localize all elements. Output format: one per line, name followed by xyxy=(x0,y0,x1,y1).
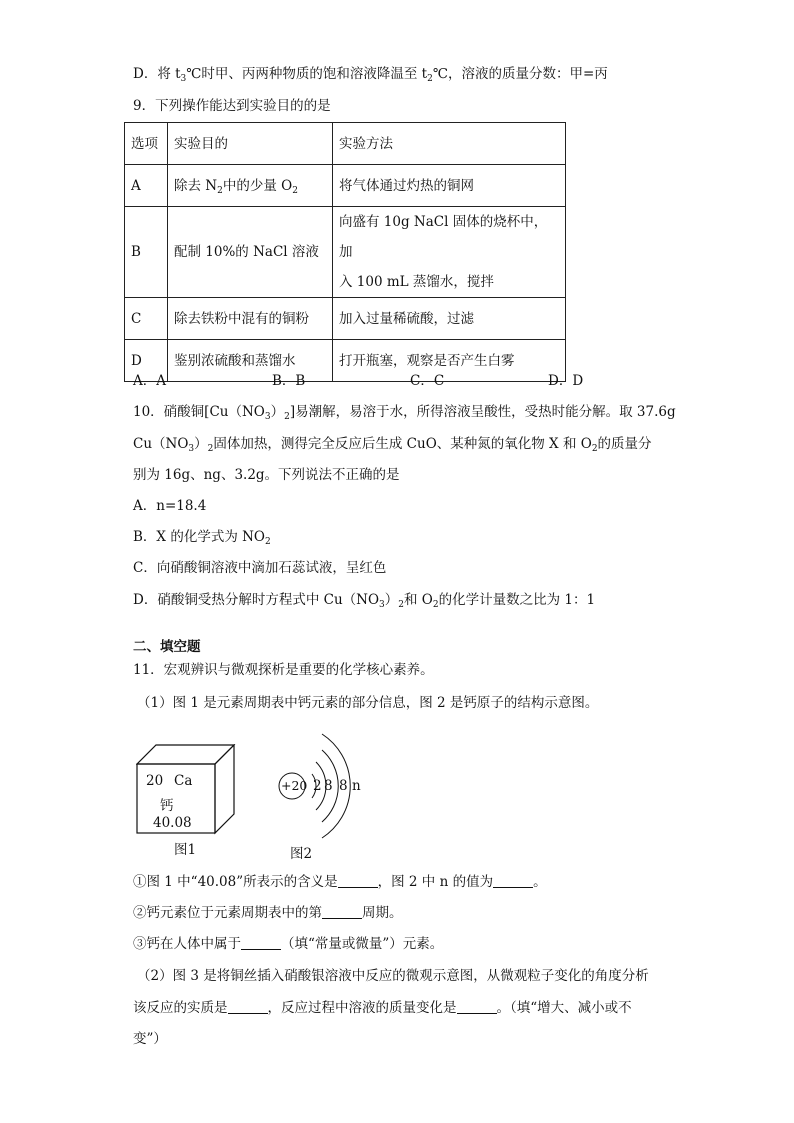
text: ） xyxy=(384,592,399,608)
text: Cu（NO xyxy=(133,436,189,452)
fig2-shell-2: 8 xyxy=(324,778,333,794)
q10-stem-line2 xyxy=(133,434,652,454)
text: 周期。 xyxy=(362,905,403,921)
fig1-name: 钙 xyxy=(160,798,174,814)
answer-blank[interactable] xyxy=(493,873,533,888)
subscript: 2 xyxy=(591,444,598,454)
row-purpose: 除去铁粉中混有的铜粉 xyxy=(168,298,333,340)
subscript: 3 xyxy=(379,600,385,610)
fig1-symbol: Ca xyxy=(174,773,193,789)
text: 的质量分 xyxy=(597,436,652,452)
text: 中的少量 O xyxy=(222,177,293,194)
choice-c: C．C xyxy=(410,373,445,389)
header-purpose: 实验目的 xyxy=(168,123,333,165)
row-label: B xyxy=(125,207,168,298)
text: B．X 的化学式为 NO xyxy=(133,529,265,545)
table-row xyxy=(125,298,566,340)
subscript: 3 xyxy=(188,444,195,454)
subscript: 2 xyxy=(207,444,214,454)
text: 。（填“增大、减小或不 xyxy=(496,1000,632,1016)
method-line: 向盛有 10g NaCl 固体的烧杯中，加 xyxy=(339,214,548,260)
fig2-caption: 图2 xyxy=(290,846,313,862)
text: ②钙元素位于元素周期表中的第 xyxy=(133,905,322,921)
q10-option-a: A．n=18.4 xyxy=(133,498,207,514)
subscript: 2 xyxy=(427,74,433,84)
header-method: 实验方法 xyxy=(333,123,566,165)
answer-blank[interactable] xyxy=(457,999,497,1014)
fig2-nucleus: +20 xyxy=(281,778,308,793)
answer-blank[interactable] xyxy=(228,999,268,1014)
subscript: 2 xyxy=(292,185,298,196)
text: 。 xyxy=(533,874,547,890)
text: D．硝酸铜受热分解时方程式中 Cu（NO xyxy=(133,592,380,608)
q11-part2-line3: 变”） xyxy=(133,1031,167,1047)
text: ） xyxy=(194,436,208,452)
text: 和 O xyxy=(404,592,433,608)
row-method: 打开瓶塞，观察是否产生白雾 xyxy=(333,340,566,382)
choice-b: B．B xyxy=(272,373,306,389)
text: ③钙在人体中属于 xyxy=(133,936,241,952)
row-label: A xyxy=(125,165,168,207)
answer-blank[interactable] xyxy=(241,935,281,950)
text: ℃，溶液的质量分数：甲=丙 xyxy=(432,66,608,82)
q10-option-b xyxy=(133,527,271,547)
text: 的化学计量数之比为 1：1 xyxy=(438,592,596,608)
choice-a: A．A xyxy=(133,373,166,389)
header-option: 选项 xyxy=(125,123,168,165)
subscript: 2 xyxy=(432,600,439,610)
row-label: D xyxy=(125,340,168,382)
q10-stem-line1 xyxy=(133,402,676,422)
text: 该反应的实质是 xyxy=(133,1000,228,1016)
text: 除去 N xyxy=(174,177,218,194)
fig2-shell-1: 2 xyxy=(313,778,322,794)
text: 固体加热，测得完全反应后生成 CuO、某种氮的氧化物 X 和 O xyxy=(213,436,592,452)
answer-blank[interactable] xyxy=(338,873,378,888)
answer-blank[interactable] xyxy=(322,904,362,919)
q11-sub2 xyxy=(133,903,403,923)
text: ①图 1 中“40.08”所表示的含义是 xyxy=(133,874,338,890)
q11-sub1 xyxy=(133,872,547,892)
q9-stem: 9．下列操作能达到实验目的的是 xyxy=(133,98,331,114)
fig1-caption: 图1 xyxy=(174,842,197,858)
text: ，反应过程中溶液的质量变化是 xyxy=(267,1000,457,1016)
row-purpose: 配制 10%的 NaCl 溶液 xyxy=(168,207,333,298)
row-purpose: 鉴别浓硫酸和蒸馏水 xyxy=(168,340,333,382)
fig1-mass: 40.08 xyxy=(153,815,192,831)
q11-part2-line1: （2）图 3 是将铜丝插入硝酸银溶液中反应的微观示意图，从微观粒子变化的角度分析 xyxy=(137,968,649,984)
row-method: 将气体通过灼热的铜网 xyxy=(333,165,566,207)
q11-part1: （1）图 1 是元素周期表中钙元素的部分信息，图 2 是钙原子的结构示意图。 xyxy=(137,695,599,711)
q11-sub3 xyxy=(133,934,443,954)
fig2-shell-3: 8 xyxy=(339,778,348,794)
fig1-atomic-number: 20 xyxy=(146,773,164,789)
q10-option-c: C．向硝酸铜溶液中滴加石蕊试液，呈红色 xyxy=(133,560,387,576)
row-label: C xyxy=(125,298,168,340)
text: ]易潮解，易溶于水，所得溶液呈酸性，受热时能分解。取 37.6g xyxy=(289,404,676,420)
fig2-shell-4: n xyxy=(352,778,361,794)
text: 10．硝酸铜[Cu（NO xyxy=(133,404,265,420)
q11-stem: 11．宏观辨识与微观探析是重要的化学核心素养。 xyxy=(133,662,434,678)
table-row xyxy=(125,340,566,382)
q10-option-d xyxy=(133,590,595,610)
method-line: 入 100 mL 蒸馏水，搅拌 xyxy=(339,274,494,290)
section-title: 二、填空题 xyxy=(133,639,201,655)
q11-part2-line2 xyxy=(133,998,632,1018)
subscript: 3 xyxy=(180,74,187,84)
subscript: 3 xyxy=(264,412,271,422)
text: ℃时甲、丙两种物质的饱和溶液降温至 t xyxy=(186,66,428,82)
row-method xyxy=(333,207,566,298)
text: ） xyxy=(270,404,285,420)
row-purpose xyxy=(168,165,333,207)
subscript: 2 xyxy=(284,412,290,422)
table-row xyxy=(125,207,566,298)
text: （填“常量或微量”）元素。 xyxy=(281,936,444,952)
row-method: 加入过量稀硫酸，过滤 xyxy=(333,298,566,340)
table-row xyxy=(125,165,566,207)
choice-d: D．D xyxy=(548,373,584,389)
text: ，图 2 中 n 的值为 xyxy=(377,874,494,890)
text: D．将 t xyxy=(133,66,181,82)
subscript: 2 xyxy=(265,537,271,547)
subscript: 2 xyxy=(217,185,223,196)
q9-table xyxy=(124,122,566,382)
subscript: 2 xyxy=(398,600,404,610)
q8-option-d xyxy=(133,64,608,84)
q10-stem-line3: 别为 16g、ng、3.2g。下列说法不正确的是 xyxy=(133,467,400,483)
table-header-row xyxy=(125,123,566,165)
